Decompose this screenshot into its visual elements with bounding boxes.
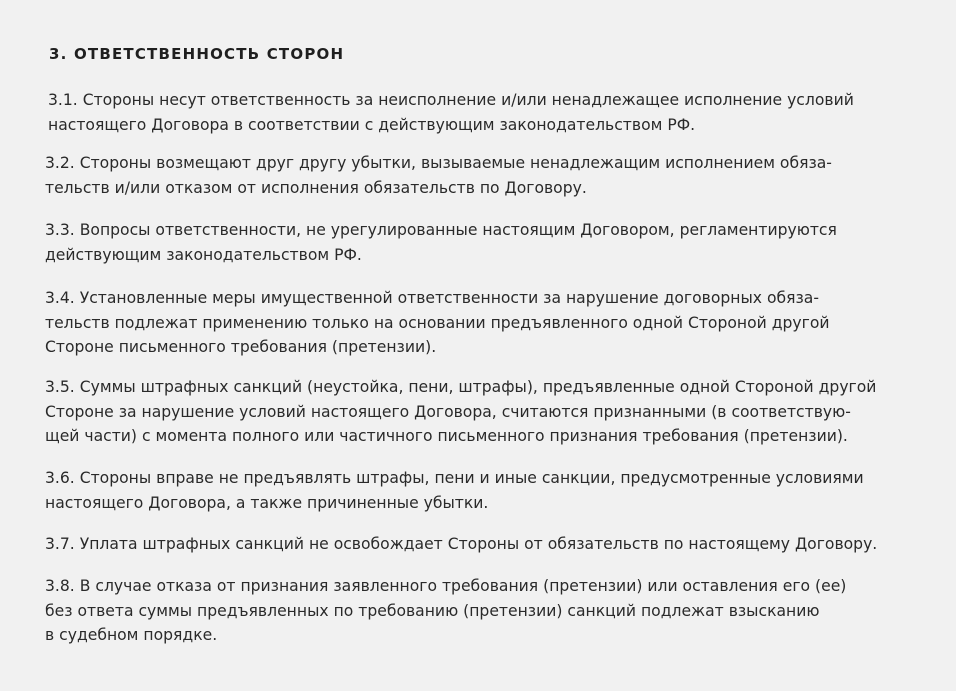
clause-line: 3.1. Стороны несут ответственность за неисполнение и/или ненадлежащее исполнение условий: [48, 91, 854, 109]
clause-line: 3.8. В случае отказа от признания заявленного требования (претензии) или оставления его (ее): [45, 577, 847, 595]
clause-line: 3.4. Установленные меры имущественной ответственности за нарушение договорных обяза-: [45, 289, 819, 307]
clause-line: тельств и/или отказом от исполнения обязательств по Договору.: [45, 178, 587, 197]
clause-line: Стороне за нарушение условий настоящего Договора, считаются признанными (в соответствую-: [45, 402, 851, 421]
section-heading: 3. ОТВЕТСТВЕННОСТЬ СТОРОН: [49, 45, 345, 63]
clause-line: без ответа суммы предъявленных по требованию (претензии) санкций подлежат взысканию: [45, 601, 820, 620]
clause-line: в судебном порядке.: [45, 626, 218, 644]
clause-line: настоящего Договора в соответствии с действующим законодательством РФ.: [48, 115, 696, 134]
clause-3-4: [45, 286, 830, 360]
clause-line: действующим законодательством РФ.: [45, 245, 362, 264]
clause-line: 3.7. Уплата штрафных санкций не освобождает Стороны от обязательств по настоящему Договору.: [45, 535, 878, 553]
clause-line: щей части) с момента полного или частичного письменного признания требования (претензии).: [45, 427, 848, 445]
clause-3-8: [45, 574, 846, 648]
clause-3-2: [45, 151, 832, 200]
clause-line: 3.5. Суммы штрафных санкций (неустойка, пени, штрафы), предъявленные одной Стороной другой: [45, 378, 877, 396]
clause-3-6: [45, 466, 864, 515]
clause-3-1: [48, 88, 854, 137]
clause-line: 3.3. Вопросы ответственности, не урегулированные настоящим Договором, регламентируются: [45, 221, 837, 239]
clause-3-3: [45, 218, 837, 267]
clause-line: 3.2. Стороны возмещают друг другу убытки, вызываемые ненадлежащим исполнением обяза-: [45, 154, 832, 172]
clause-3-5: [45, 375, 876, 449]
clause-line: 3.6. Стороны вправе не предъявлять штрафы, пени и иные санкции, предусмотренные условиями: [45, 469, 864, 487]
clause-line: тельств подлежат применению только на основании предъявленного одной Стороной другой: [45, 313, 830, 332]
clause-line: Стороне письменного требования (претензии).: [45, 338, 437, 356]
clause-line: настоящего Договора, а также причиненные убытки.: [45, 493, 489, 512]
clause-3-7: [45, 532, 877, 557]
